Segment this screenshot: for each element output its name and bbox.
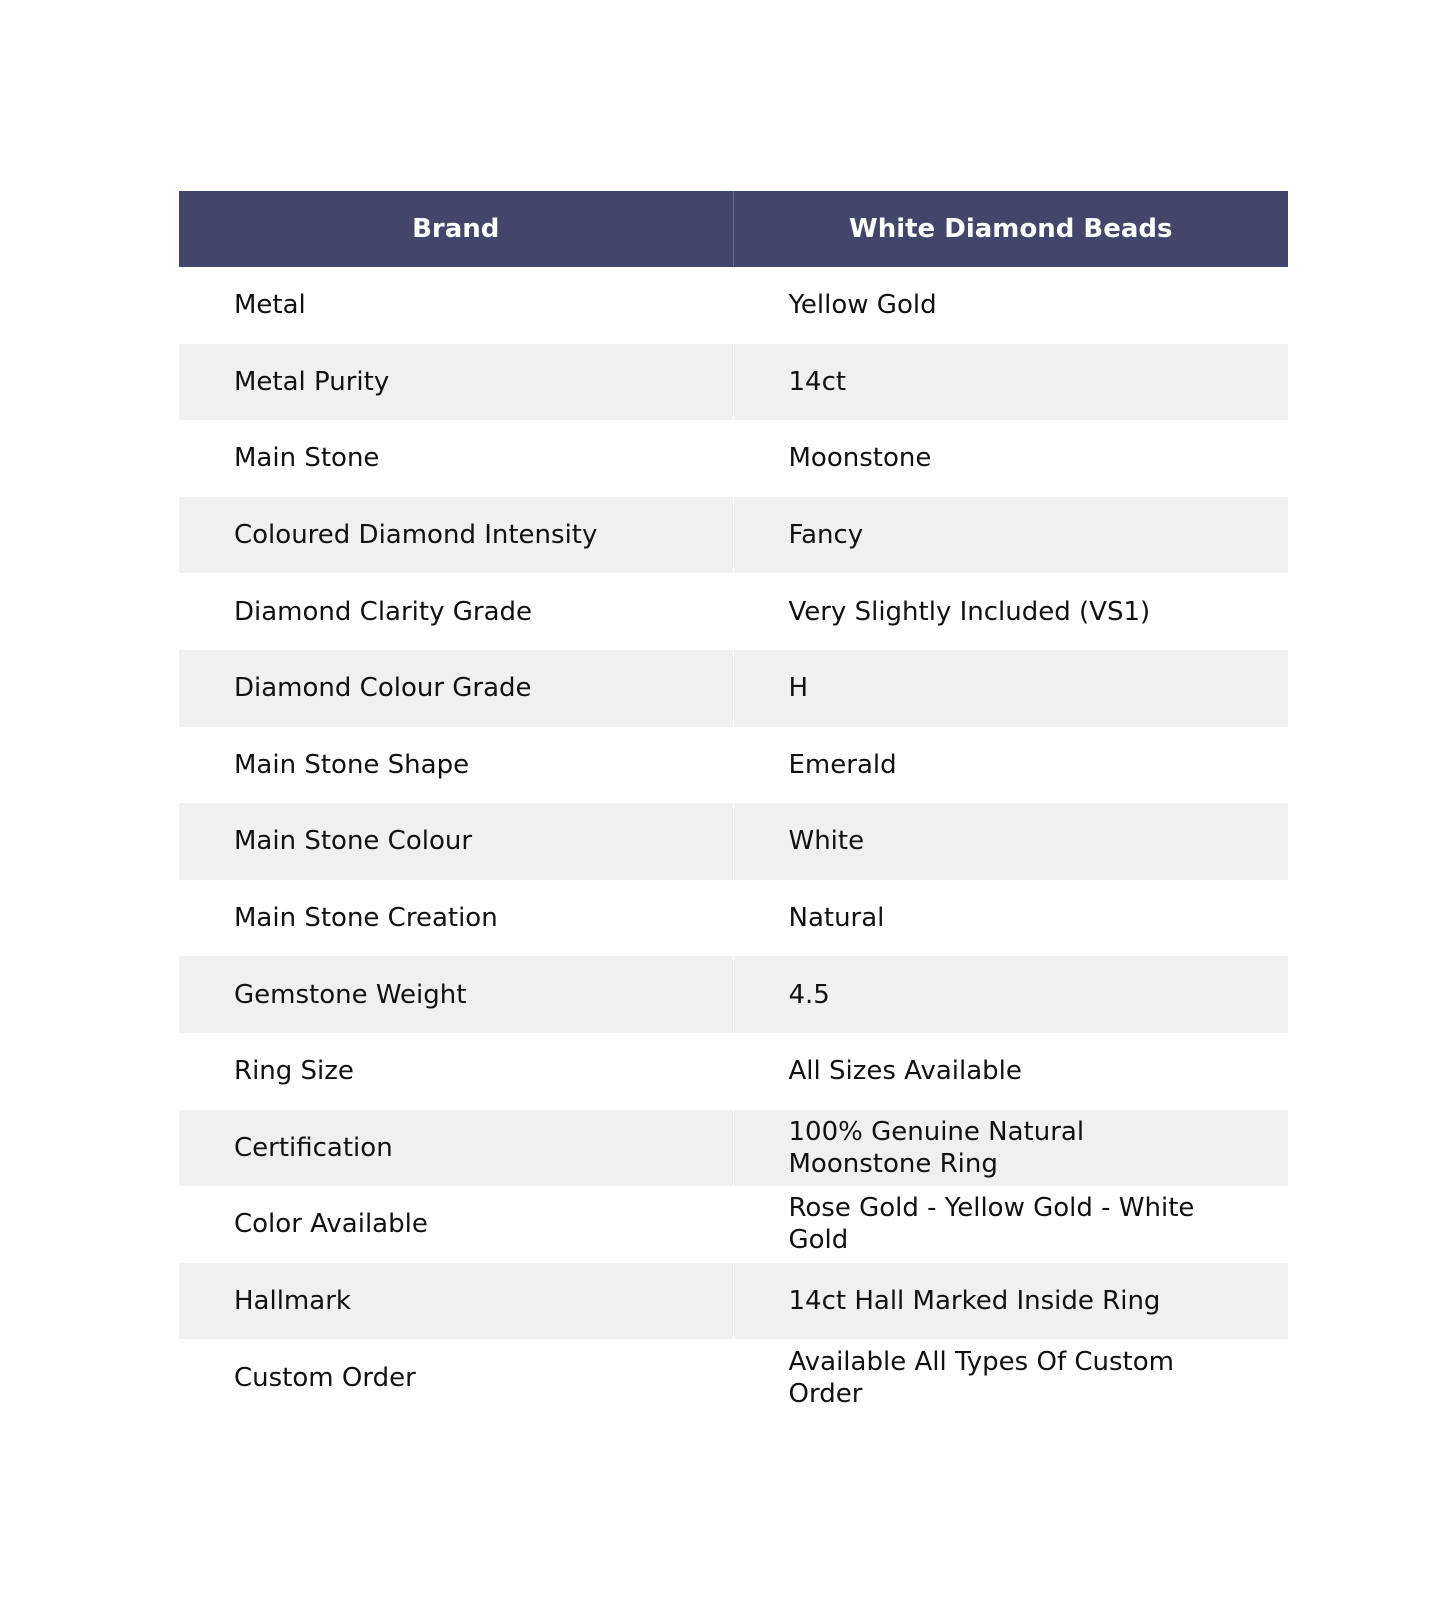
row-label: Main Stone	[179, 420, 733, 497]
row-label: Ring Size	[179, 1033, 733, 1110]
table-row	[179, 880, 1288, 957]
table-row	[179, 1186, 1288, 1263]
row-label: Diamond Colour Grade	[179, 650, 733, 727]
table-row	[179, 1263, 1288, 1340]
row-label: Diamond Clarity Grade	[179, 573, 733, 650]
table-row	[179, 1033, 1288, 1110]
table-row	[179, 803, 1288, 880]
row-value: Natural	[733, 880, 1288, 957]
table-header	[179, 191, 1288, 267]
row-label: Metal	[179, 267, 733, 344]
row-value: Fancy	[733, 497, 1288, 574]
row-value: 14ct	[733, 344, 1288, 421]
row-value: Very Slightly Included (VS1)	[733, 573, 1288, 650]
row-label: Main Stone Creation	[179, 880, 733, 957]
row-label: Coloured Diamond Intensity	[179, 497, 733, 574]
table-row	[179, 344, 1288, 421]
row-label: Certification	[179, 1110, 733, 1187]
row-value: Available All Types Of Custom Order	[733, 1339, 1288, 1416]
row-label: Main Stone Shape	[179, 727, 733, 804]
row-label: Main Stone Colour	[179, 803, 733, 880]
row-value: All Sizes Available	[733, 1033, 1288, 1110]
table-body	[179, 267, 1288, 1416]
row-label: Custom Order	[179, 1339, 733, 1416]
table-row	[179, 727, 1288, 804]
row-value: Rose Gold - Yellow Gold - White Gold	[733, 1186, 1288, 1263]
product-specification-table	[179, 191, 1288, 1416]
row-value: 4.5	[733, 956, 1288, 1033]
row-value: H	[733, 650, 1288, 727]
row-value: 14ct Hall Marked Inside Ring	[733, 1263, 1288, 1340]
row-label: Metal Purity	[179, 344, 733, 421]
table-row	[179, 1110, 1288, 1187]
table-row	[179, 497, 1288, 574]
table-row	[179, 267, 1288, 344]
row-value: 100% Genuine Natural Moonstone Ring	[733, 1110, 1288, 1187]
row-value: Moonstone	[733, 420, 1288, 497]
table-row	[179, 956, 1288, 1033]
table-row	[179, 420, 1288, 497]
header-brand-label: Brand	[179, 191, 733, 267]
row-label: Color Available	[179, 1186, 733, 1263]
table-row	[179, 650, 1288, 727]
table-row	[179, 1339, 1288, 1416]
header-brand-value: White Diamond Beads	[733, 191, 1288, 267]
row-value: White	[733, 803, 1288, 880]
header-row	[179, 191, 1288, 267]
row-value: Yellow Gold	[733, 267, 1288, 344]
row-value: Emerald	[733, 727, 1288, 804]
row-label: Gemstone Weight	[179, 956, 733, 1033]
row-label: Hallmark	[179, 1263, 733, 1340]
table-row	[179, 573, 1288, 650]
